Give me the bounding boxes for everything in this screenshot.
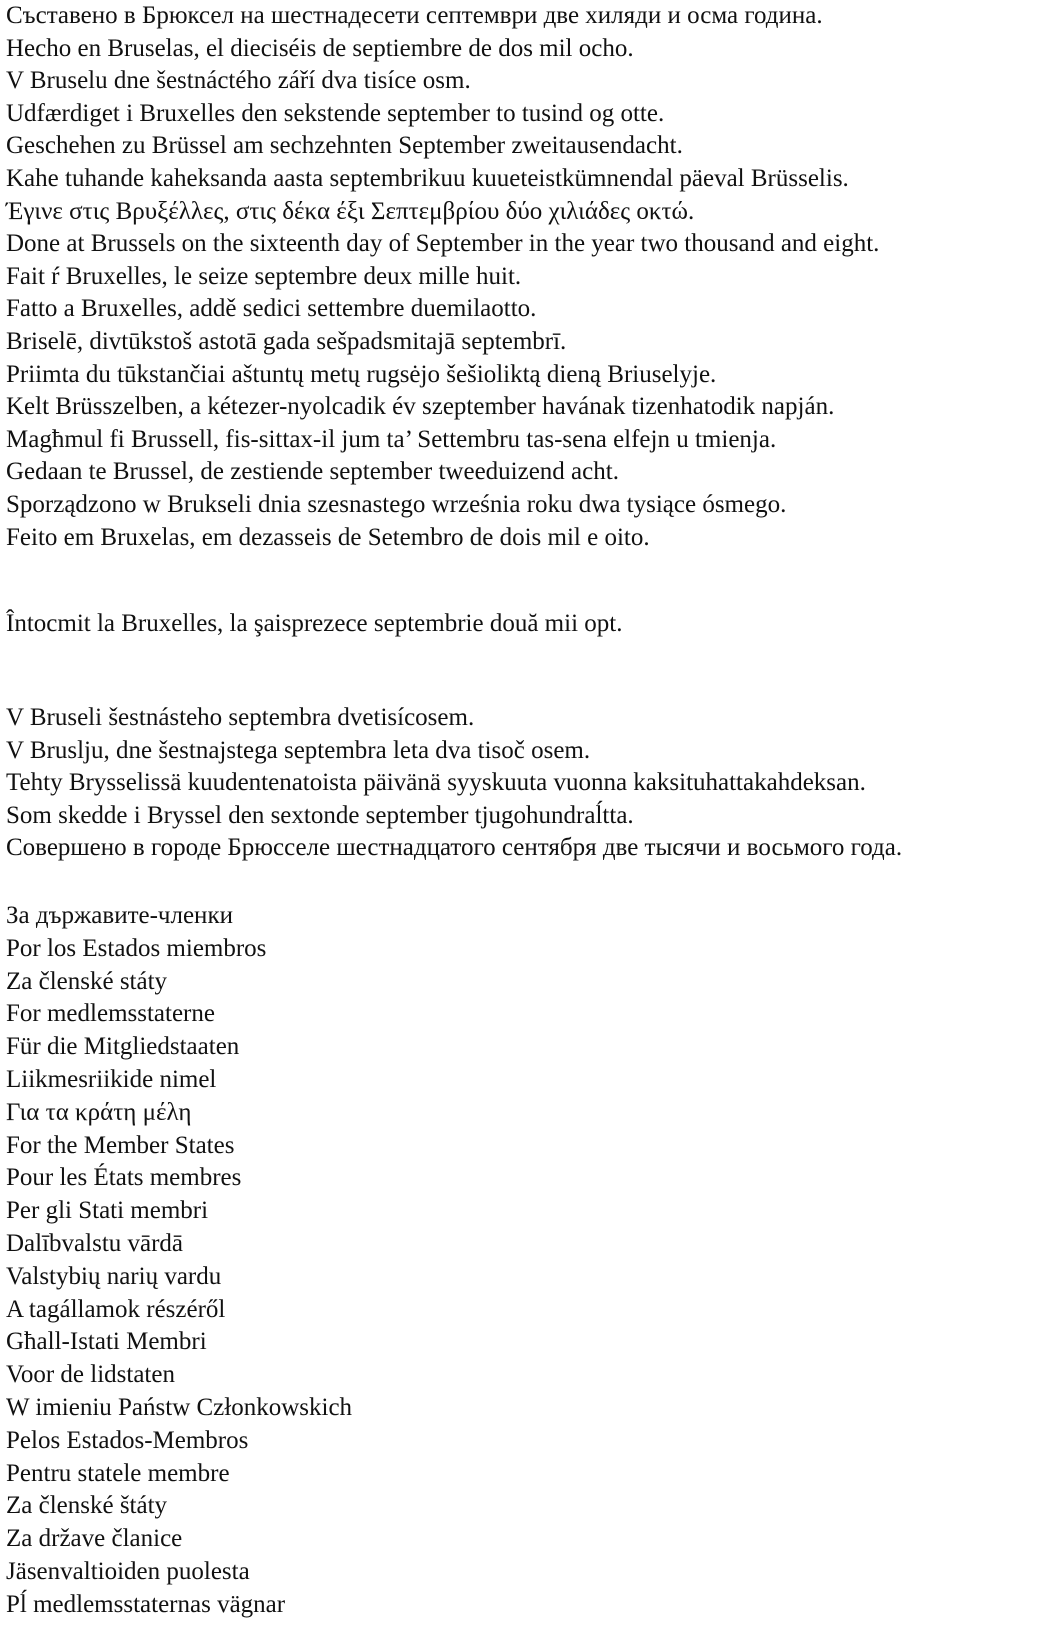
signing-date-line-fi: Tehty Brysselissä kuudentenatoista päivänä syyskuuta vuonna kaksituhattakahdeksan.: [6, 769, 866, 797]
signing-date-line-de: Geschehen zu Brüssel am sechzehnten September zweitausendacht.: [6, 132, 683, 160]
member-states-line-sv: Pĺ medlemsstaternas vägnar: [6, 1590, 286, 1618]
member-states-line-it: Per gli Stati membri: [6, 1197, 209, 1225]
signing-date-line-hu: Kelt Brüsszelben, a kétezer-nyolcadik év szeptember havának tizenhatodik napján.: [6, 393, 835, 421]
signing-date-line-el: Έγινε στις Βρυξέλλες, στις δέκα έξι Σεπτεμβρίου δύο χιλιάδες οκτώ.: [6, 197, 695, 225]
member-states-line-da: For medlemsstaterne: [6, 1000, 215, 1028]
signing-date-line-en: Done at Brussels on the sixteenth day of September in the year two thousand and eight.: [6, 230, 880, 258]
member-states-line-fi: Jäsenvaltioiden puolesta: [6, 1557, 250, 1585]
signing-date-line-es: Hecho en Bruselas, el dieciséis de septiembre de dos mil ocho.: [6, 34, 634, 62]
signing-date-block-2: [6, 702, 902, 865]
signing-date-line-sk: V Bruseli šestnásteho septembra dvetisícosem.: [6, 704, 475, 731]
member-states-line-fr: Pour les États membres: [6, 1164, 242, 1192]
member-states-line-cs: Za členské státy: [6, 967, 168, 995]
member-states-line-es: Por los Estados miembros: [6, 934, 267, 962]
member-states-line-pt: Pelos Estados-Membros: [6, 1426, 249, 1454]
signing-date-line-fr: Fait ŕ Bruxelles, le seize septembre deux mille huit.: [6, 262, 522, 290]
member-states-line-lv: Dalībvalstu vārdā: [6, 1229, 184, 1257]
member-states-line-el: Για τα κράτη μέλη: [6, 1098, 192, 1126]
member-states-line-ro: Pentru statele membre: [6, 1459, 230, 1487]
signing-date-line-it: Fatto a Bruxelles, addě sedici settembre duemilaotto.: [6, 295, 537, 323]
signing-date-line-da: Udfærdiget i Bruxelles den sekstende september to tusind og otte.: [6, 99, 665, 127]
member-states-line-et: Liikmesriikide nimel: [6, 1065, 217, 1093]
signing-date-line-ru: Совершено в городе Брюсселе шестнадцатого сентября две тысячи и восьмого года.: [6, 834, 903, 862]
member-states-line-lt: Valstybių narių vardu: [6, 1262, 222, 1290]
signing-date-romanian-block: [6, 608, 622, 641]
signing-date-block: [6, 0, 879, 554]
signing-date-line-pt: Feito em Bruxelas, em dezasseis de Setembro de dois mil e oito.: [6, 523, 650, 551]
signing-date-line-et: Kahe tuhande kaheksanda aasta septembrikuu kuueteistkümnendal päeval Brüsselis.: [6, 164, 849, 192]
signing-date-line-mt: Magħmul fi Brussell, fis-sittax-il jum ta’ Settembru tas-sena elfejn u tmienja.: [6, 425, 777, 453]
signing-date-line-sv: Som skedde i Bryssel den sextonde september tjugohundraĺtta.: [6, 801, 634, 829]
signing-date-line-ro: Întocmit la Bruxelles, la şaisprezece septembrie două mii opt.: [6, 610, 623, 637]
member-states-signature-block: [6, 900, 352, 1622]
signing-date-line-cs: V Bruselu dne šestnáctého září dva tisíce osm.: [6, 67, 471, 95]
member-states-line-mt: Għall-Istati Membri: [6, 1328, 207, 1356]
member-states-line-pl: W imieniu Państw Członkowskich: [6, 1393, 353, 1421]
signing-date-line-pl: Sporządzono w Brukseli dnia szesnastego września roku dwa tysiące ósmego.: [6, 490, 787, 518]
signing-date-line-nl: Gedaan te Brussel, de zestiende september tweeduizend acht.: [6, 458, 619, 486]
member-states-line-hu: A tagállamok részéről: [6, 1295, 226, 1323]
member-states-line-sl: Za države članice: [6, 1525, 183, 1553]
member-states-line-sk: Za členské štáty: [6, 1492, 168, 1520]
signing-date-line-lt: Priimta du tūkstančiai aštuntų metų rugsėjo šešioliktą dieną Briuselyje.: [6, 360, 717, 388]
signing-date-line-sl: V Bruslju, dne šestnajstega septembra leta dva tisoč osem.: [6, 736, 591, 764]
member-states-line-de: Für die Mitgliedstaaten: [6, 1033, 240, 1061]
signing-date-line-lv: Briselē, divtūkstoš astotā gada sešpadsmitajā septembrī.: [6, 327, 567, 355]
member-states-line-nl: Voor de lidstaten: [6, 1361, 175, 1389]
member-states-line-en: For the Member States: [6, 1131, 235, 1159]
member-states-line-bg: За държавите-членки: [6, 902, 233, 929]
signing-date-line-bg: Съставено в Брюксел на шестнадесети септември две хиляди и осма година.: [6, 2, 823, 29]
